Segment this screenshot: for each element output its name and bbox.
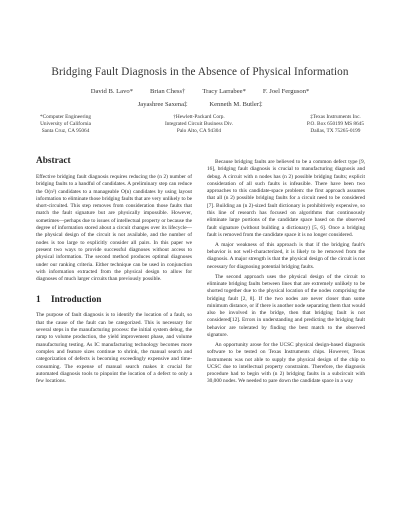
body-paragraph: An opportunity arose for the UCSC physical design-based diagnosis software to be tested on Texas Instruments chips. However, Texas Instruments was not able to supply the physical design of the chip to UCSC due to intellectual property constraints. Therefore, the diagnosis procedure had to begin with (n 2) bridging faults in a subcircuit with 30,000 nodes. We needed to pare down the candidate space in a way (207, 341, 365, 385)
left-column (36, 156, 192, 388)
affiliation-ti (307, 114, 364, 135)
section-title: Introduction (51, 295, 102, 306)
author-row-2 (0, 99, 400, 110)
affiliation-line: Integrated Circuit Business Div. (165, 121, 233, 127)
author-name: F. Joel Ferguson* (262, 88, 310, 95)
author-name: Brian Chess† (150, 88, 186, 95)
affiliation-list (40, 114, 364, 135)
affiliation-line: Dallas, TX 75265-0199 (310, 128, 361, 134)
body-paragraph: The second approach uses the physical design of the circuit to eliminate bridging faults between lines that are extremely unlikely to be shorted together due to the physical location of the nodes comprising the bridging fault [2, 8]. If the two nodes are never closer than some minimum distance, or if there is another node separating them that would also be involved in the bridge, then that bridging fault is not considered[12]. Errors in understanding and predicting the bridging fault behavior are tolerated by finding the best match to the observed signature. (207, 273, 365, 339)
author-name: Jayashree Saxena‡ (137, 101, 188, 108)
right-column (207, 159, 365, 388)
introduction-heading (36, 295, 192, 305)
author-list (0, 86, 400, 110)
author-row-1 (0, 86, 400, 97)
affiliation-line: University of California (40, 121, 91, 127)
section-number: 1 (36, 295, 41, 306)
paper-title: Bridging Fault Diagnosis in the Absence of Physical Information (51, 66, 349, 78)
author-name: Tracy Larrabee* (202, 88, 246, 95)
abstract-text: Effective bridging fault diagnosis requires reducing the (n 2) number of bridging faults to a handful of candidates. A preliminary step can reduce the O(n²) candidates to a manageable O(n) candidates by using layout information to eliminate those bridging faults that are very unlikely to be short-circuited. This step removes from consideration those faults that match the fault signature but are physically impossible. However, sometimes—perhaps due to issues of intellectual property or because the degree of information stored about a circuit changes over its lifecycle—the physical design of the circuit is not available, and the number of nodes is too large to explicitly consider all pairs. In this paper we present two ways to provide successful diagnoses without access to physical information. The second method produces optimal diagnoses under our ranking criteria. Either technique can be used in conjunction with information extracted from the physical design to allow for diagnoses of much larger circuits than previously possible. (36, 174, 192, 283)
abstract-heading: Abstract (36, 156, 71, 166)
affiliation-line: Palo Alto, CA 94304 (176, 128, 222, 134)
affiliation-hp (165, 114, 233, 135)
affiliation-line: ‡Texas Instruments Inc. (310, 114, 361, 120)
author-name: Kenneth M. Butler‡ (209, 101, 263, 108)
affiliation-ucsc (40, 114, 91, 135)
affiliation-line: *Computer Engineering (40, 114, 92, 120)
affiliation-line: †Hewlett-Packard Corp. (173, 114, 225, 120)
body-paragraph: A major weakness of this approach is that if the bridging fault's behavior is not well-characterized, it is likely to be removed from the diagnosis. A major strength is that the physical design of the circuit is not necessary for diagnosing potential bridging faults. (207, 241, 365, 270)
body-paragraph: Because bridging faults are believed to be a common defect type [9, 16], bridging fault diagnosis is crucial to manufacturing diagnosis and debug. A circuit with n nodes has (n 2) possible bridging faults; explicit consideration of all such faults is infeasible. There have been two approaches to this candidate-space problem: the first approach assumes that all (n 2) possible bridging faults for a circuit need to be considered [7]. Building an (n 2)-sized fault dictionary is prohibitively expensive, so this line of research has focused on algorithms that continuously eliminate large portions of the candidate space based on the observed fault signature (without building a dictionary) [5, 6]. Once a bridging fault is removed from the candidate space it is no longer considered. (207, 159, 365, 238)
author-name: David B. Lavo* (90, 88, 133, 95)
affiliation-line: Santa Cruz, CA 95064 (41, 128, 90, 134)
affiliation-line: P.O. Box 650199 MS 8645 (306, 121, 364, 127)
intro-paragraph: The purpose of fault diagnosis is to identify the location of a fault, so that the cause of the fault can be categorized. This is necessary for several steps in the manufacturing process: the initial system debug, the ramp to volume production, the yield improvement phase, and volume manufacturing testing. As IC manufacturing technology becomes more complex and feature sizes continue to shrink, the manual search and categorization of defects is becoming exceedingly expensive and time-consuming. The expense of manual search makes it crucial for automated diagnosis tools to pinpoint the location of a defect to only a few locations. (36, 312, 192, 385)
